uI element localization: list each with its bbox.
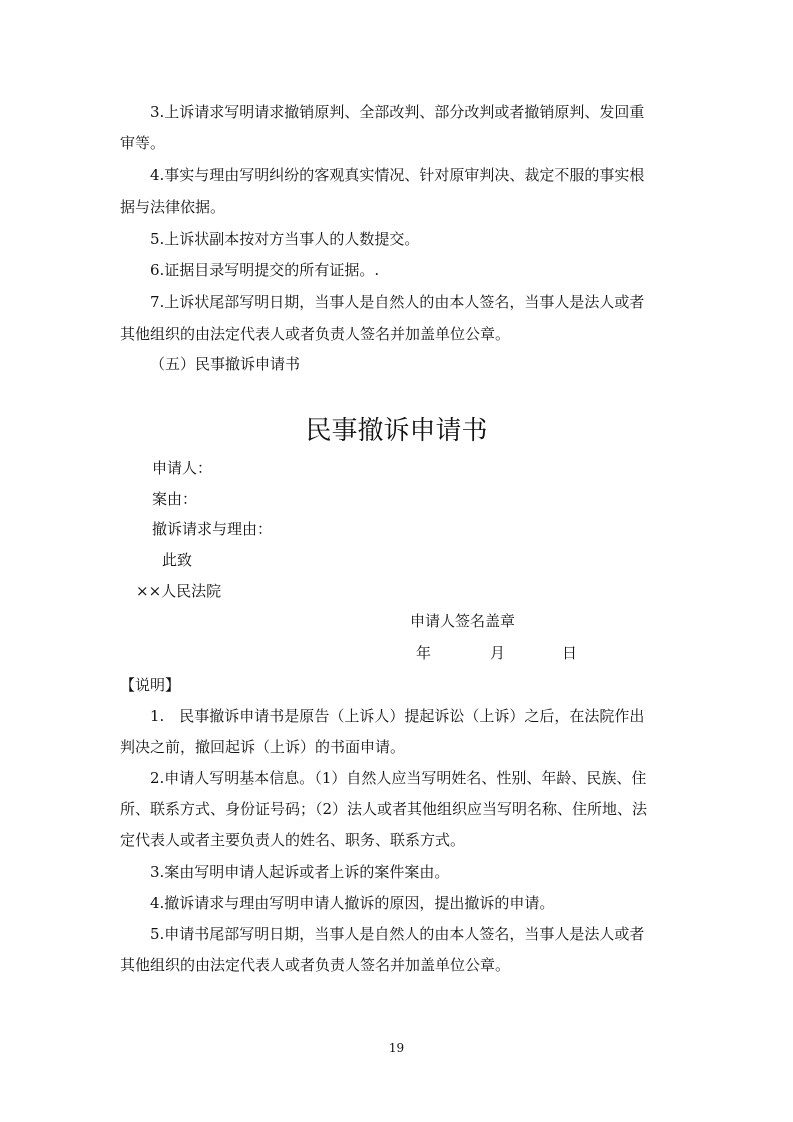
explanation-2-line-2: 所、联系方式、身份证号码；（2）法人或者其他组织应当写明名称、住所地、法 (120, 800, 648, 818)
explanation-5-line-2: 其他组织的由法定代表人或者负责人签名并加盖单位公章。 (120, 956, 511, 974)
explanation-heading: 【说明】 (120, 676, 181, 694)
appeal-note-7-line-2: 其他组织的由法定代表人或者负责人签名并加盖单位公章。 (120, 325, 511, 343)
explanation-1-line-1: 1. 民事撤诉申请书是原告（上诉人）提起诉讼（上诉）之后，在法院作出 (150, 707, 645, 725)
appeal-note-7-line-1: 7.上诉状尾部写明日期，当事人是自然人的由本人签名，当事人是法人或者 (150, 293, 645, 311)
date-year: 年 (416, 644, 432, 662)
section-heading: （五）民事撤诉申请书 (150, 355, 301, 373)
appeal-note-3-line-1: 3.上诉请求写明请求撤销原判、全部改判、部分改判或者撤销原判、发回重 (150, 103, 645, 121)
explanation-3: 3.案由写明申请人起诉或者上诉的案件案由。 (150, 863, 450, 881)
signature-label: 申请人签名盖章 (410, 612, 516, 630)
appeal-note-5: 5.上诉状副本按对方当事人的人数提交。 (150, 230, 420, 248)
form-title: 民事撤诉申请书 (305, 416, 488, 446)
appeal-note-4-line-2: 据与法律依据。 (120, 198, 226, 216)
explanation-2-line-3: 定代表人或者主要负责人的姓名、职务、联系方式。 (120, 831, 466, 849)
explanation-4: 4.撤诉请求与理由写明申请人撤诉的原因，提出撤诉的申请。 (150, 894, 555, 912)
applicant-label: 申请人： (152, 459, 213, 477)
salutation: 此致 (162, 551, 193, 569)
explanation-1-line-2: 判决之前，撤回起诉（上诉）的书面申请。 (120, 738, 406, 756)
date-day: 日 (562, 644, 578, 662)
appeal-note-3-line-2: 审等。 (120, 134, 166, 152)
explanation-2-line-1: 2.申请人写明基本信息。（1）自然人应当写明姓名、性别、年龄、民族、住 (150, 769, 647, 787)
appeal-note-6: 6.证据目录写明提交的所有证据。. (150, 261, 380, 279)
cause-label: 案由： (152, 490, 198, 508)
date-month: 月 (490, 644, 506, 662)
explanation-5-line-1: 5.申请书尾部写明日期，当事人是自然人的由本人签名，当事人是法人或者 (150, 925, 645, 943)
court-name: ××人民法院 (136, 582, 222, 600)
request-label: 撤诉请求与理由： (152, 520, 273, 538)
appeal-note-4-line-1: 4.事实与理由写明纠纷的客观真实情况、针对原审判决、裁定不服的事实根 (150, 166, 645, 184)
page-number: 19 (388, 1041, 405, 1055)
